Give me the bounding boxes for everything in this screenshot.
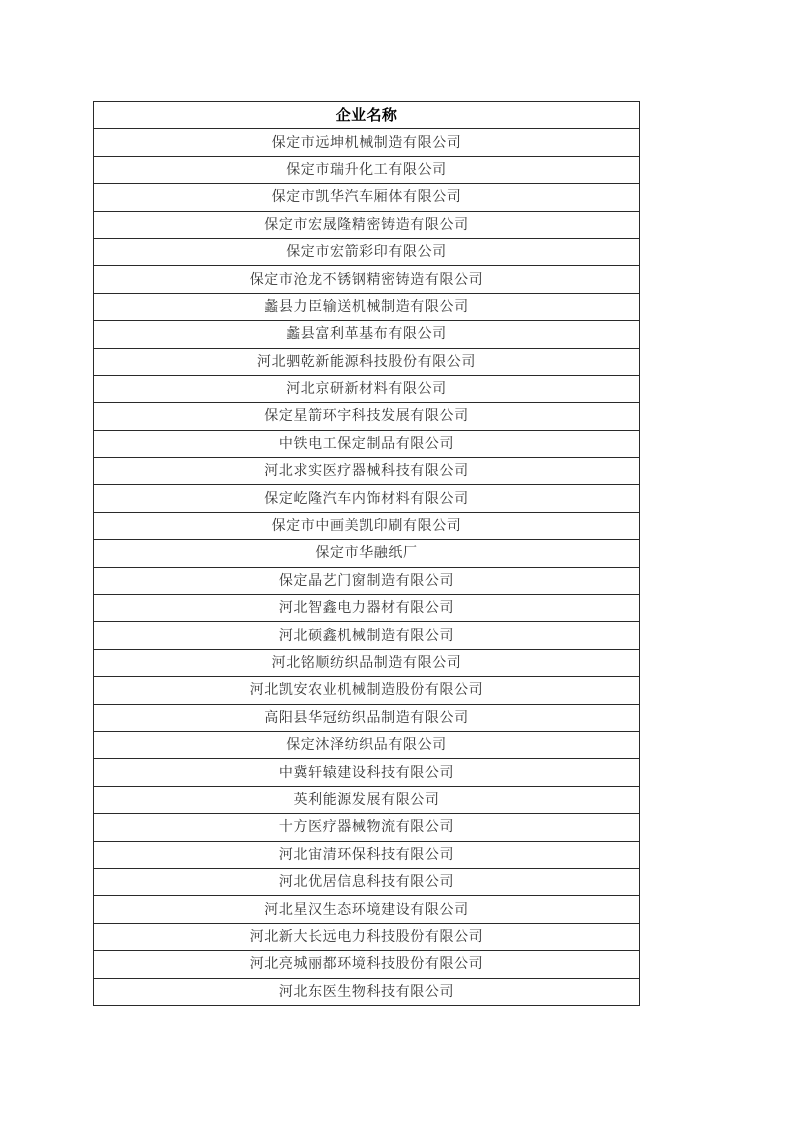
table-body: [94, 129, 640, 1006]
company-name-cell: 河北新大长远电力科技股份有限公司: [94, 923, 640, 950]
table-row: [94, 375, 640, 402]
company-name-cell: 保定屹隆汽车内饰材料有限公司: [94, 485, 640, 512]
table-row: [94, 567, 640, 594]
company-name-cell: 中冀轩辕建设科技有限公司: [94, 759, 640, 786]
company-name-cell: 河北凯安农业机械制造股份有限公司: [94, 677, 640, 704]
table-row: [94, 485, 640, 512]
table-row: [94, 348, 640, 375]
company-name-cell: 保定晶艺门窗制造有限公司: [94, 567, 640, 594]
table-row: [94, 129, 640, 156]
company-name-cell: 保定市沧龙不锈钢精密铸造有限公司: [94, 266, 640, 293]
company-name-cell: 蠡县富利革基布有限公司: [94, 321, 640, 348]
column-header-company-name: 企业名称: [94, 102, 640, 129]
table-row: [94, 649, 640, 676]
company-name-cell: 保定市瑞升化工有限公司: [94, 156, 640, 183]
table-row: [94, 841, 640, 868]
company-name-cell: 保定市远坤机械制造有限公司: [94, 129, 640, 156]
company-name-cell: 河北优居信息科技有限公司: [94, 868, 640, 895]
table-row: [94, 896, 640, 923]
table-row: [94, 622, 640, 649]
table-row: [94, 321, 640, 348]
company-name-cell: 保定星箭环宇科技发展有限公司: [94, 403, 640, 430]
company-name-cell: 高阳县华冠纺织品制造有限公司: [94, 704, 640, 731]
table-header-row: [94, 102, 640, 129]
table-row: [94, 978, 640, 1005]
table-row: [94, 731, 640, 758]
company-name-cell: 保定市中画美凯印刷有限公司: [94, 512, 640, 539]
company-name-cell: 保定市凯华汽车厢体有限公司: [94, 184, 640, 211]
table-row: [94, 595, 640, 622]
table-row: [94, 266, 640, 293]
table-row: [94, 677, 640, 704]
company-name-cell: 河北京研新材料有限公司: [94, 375, 640, 402]
table-row: [94, 430, 640, 457]
company-name-cell: 河北驷乾新能源科技股份有限公司: [94, 348, 640, 375]
company-name-cell: 河北星汉生态环境建设有限公司: [94, 896, 640, 923]
table-row: [94, 923, 640, 950]
table-row: [94, 868, 640, 895]
company-name-cell: 河北铭顺纺织品制造有限公司: [94, 649, 640, 676]
table-row: [94, 540, 640, 567]
company-table: [93, 101, 640, 1006]
table-row: [94, 458, 640, 485]
company-name-cell: 河北硕鑫机械制造有限公司: [94, 622, 640, 649]
table-row: [94, 211, 640, 238]
table-row: [94, 704, 640, 731]
company-name-cell: 河北亮城丽都环境科技股份有限公司: [94, 951, 640, 978]
table-row: [94, 293, 640, 320]
table-row: [94, 759, 640, 786]
table-row: [94, 512, 640, 539]
company-name-cell: 中铁电工保定制品有限公司: [94, 430, 640, 457]
company-name-cell: 保定沐泽纺织品有限公司: [94, 731, 640, 758]
table-row: [94, 951, 640, 978]
table-row: [94, 814, 640, 841]
table-row: [94, 238, 640, 265]
company-name-cell: 保定市华融纸厂: [94, 540, 640, 567]
table-row: [94, 786, 640, 813]
company-name-cell: 保定市宏晟隆精密铸造有限公司: [94, 211, 640, 238]
company-name-cell: 十方医疗器械物流有限公司: [94, 814, 640, 841]
table-row: [94, 184, 640, 211]
company-name-cell: 保定市宏箭彩印有限公司: [94, 238, 640, 265]
company-name-cell: 河北东医生物科技有限公司: [94, 978, 640, 1005]
table-row: [94, 403, 640, 430]
company-name-cell: 蠡县力臣输送机械制造有限公司: [94, 293, 640, 320]
company-name-cell: 英利能源发展有限公司: [94, 786, 640, 813]
company-name-cell: 河北求实医疗器械科技有限公司: [94, 458, 640, 485]
company-name-cell: 河北智鑫电力器材有限公司: [94, 595, 640, 622]
table-row: [94, 156, 640, 183]
company-name-cell: 河北宙清环保科技有限公司: [94, 841, 640, 868]
